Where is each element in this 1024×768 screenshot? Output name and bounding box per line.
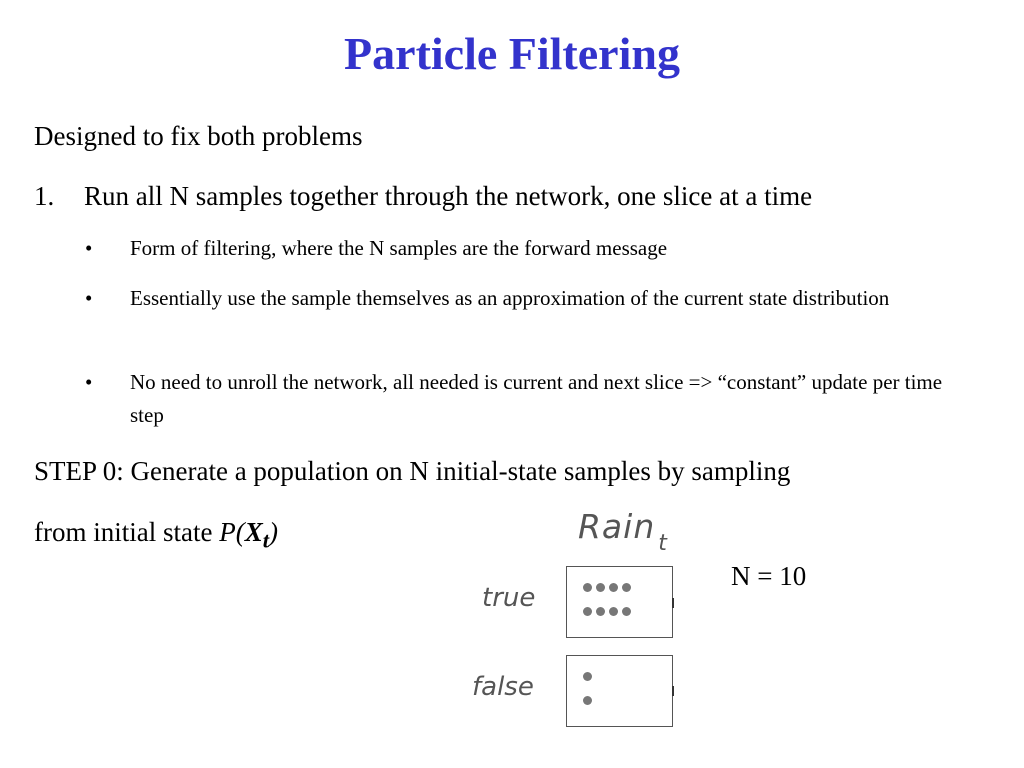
particle-dot [609,607,618,616]
box-tick-true [672,598,674,608]
intro-line: Designed to fix both problems [34,121,363,151]
box-tick-false [672,686,674,696]
step-1-text: Run all N samples together through the network, one slice at a time [84,181,813,211]
step-0-line: STEP 0: Generate a population on N initial-state samples by sampling [34,456,791,486]
particle-dot [583,696,592,705]
particle-dot [596,583,605,592]
slide-title: Particle Filtering [344,28,680,79]
formula-close: ) [268,517,278,547]
particle-box-false [566,655,673,727]
formula-x: X [244,517,263,547]
row-label-false: false [472,672,534,702]
particle-dot [583,583,592,592]
particle-dot [622,607,631,616]
particle-dot [583,672,592,681]
step-0-prefix: from initial state [34,517,220,547]
rain-variable-label: Rain $_t$ [578,507,668,556]
step-0-continuation [34,514,278,558]
row-label-true: true [482,583,536,613]
bullet-text: No need to unroll the network, all needed is current and next slice => “constant” update per time step [130,370,943,427]
bullet-marker: • [85,370,93,394]
particle-box-true [566,566,673,638]
bullet-text: Form of filtering, where the N samples are the forward message [130,236,668,260]
n-count-label: N = 10 [731,561,807,591]
particle-dot [622,583,631,592]
particle-dot [596,607,605,616]
bullet-text: Essentially use the sample themselves as an approximation of the current state distribution [130,286,890,310]
particle-dot [609,583,618,592]
particle-dot [583,607,592,616]
step-1-number: 1. [34,181,55,211]
step-1-line [34,178,812,214]
bullet-marker: • [85,236,93,260]
formula-sub: t [262,527,269,553]
bullet-marker: • [85,286,93,310]
formula-p: P( [219,517,245,547]
